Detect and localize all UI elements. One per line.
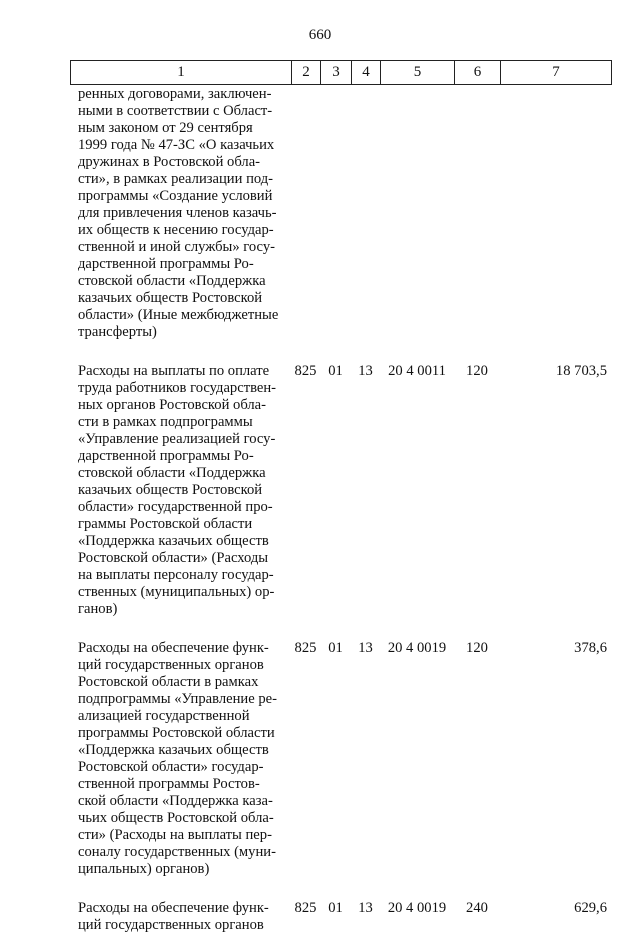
description-line: Расходы на обеспечение функ- — [78, 900, 269, 916]
description-line: ными в соответствии с Област- — [78, 103, 273, 119]
table-row — [70, 86, 611, 341]
description-line: области» (Иные межбюджетные — [78, 307, 279, 323]
description-line: «Управление реализацией госу- — [78, 431, 276, 447]
header-cell-1: 1 — [71, 61, 292, 85]
header-cell-5: 5 — [381, 61, 455, 85]
cell-amount: 378,6 — [574, 640, 607, 656]
description-line: сти в рамках подпрограммы — [78, 414, 253, 430]
description-line: стовской области «Поддержка — [78, 273, 266, 289]
description-line: труда работников государствен- — [78, 380, 277, 396]
description-line: подпрограммы «Управление ре- — [78, 691, 277, 707]
table-row — [70, 878, 611, 934]
description-line: Расходы на обеспечение функ- — [78, 640, 269, 656]
description-line: «Поддержка казачьих обществ — [78, 742, 269, 758]
cell-target-article: 20 4 0019 — [387, 640, 447, 656]
header-cell-2: 2 — [292, 61, 321, 85]
description-line: граммы Ростовской области — [78, 516, 253, 532]
description-line: ных органов Ростовской обла- — [78, 397, 267, 413]
cell-section: 01 — [328, 900, 343, 916]
description-line: сти», в рамках реализации под- — [78, 171, 274, 187]
header-cell-7: 7 — [501, 61, 612, 85]
cell-target-article — [380, 86, 454, 341]
description-line: чьих обществ Ростовской обла- — [78, 810, 274, 826]
description-line: для привлечения членов казачь- — [78, 205, 277, 221]
description-line: трансферты) — [78, 324, 157, 340]
description-line: Ростовской области» (Расходы — [78, 550, 269, 566]
description-line: казачьих обществ Ростовской — [78, 290, 263, 306]
cell-subsection — [351, 86, 380, 341]
description-line: ганов) — [78, 601, 118, 617]
cell-subsection: 13 — [358, 900, 373, 916]
description-line: программы Ростовской области — [78, 725, 275, 741]
row-description — [70, 618, 291, 878]
header-cell-4: 4 — [352, 61, 381, 85]
description-line: казачьих обществ Ростовской — [78, 482, 263, 498]
cell-section: 01 — [328, 363, 343, 379]
cell-target-article: 20 4 0019 — [387, 900, 447, 916]
description-line: ций государственных органов — [78, 657, 264, 673]
description-line: 1999 года № 47-ЗС «О казачьих — [78, 137, 275, 153]
description-line: ственных (муниципальных) ор- — [78, 584, 275, 600]
table-row — [70, 341, 611, 618]
table-header — [70, 60, 612, 85]
row-description — [70, 341, 291, 618]
header-cell-6: 6 — [455, 61, 501, 85]
cell-amount — [500, 86, 611, 341]
description-line: ализацией государственной — [78, 708, 250, 724]
table-row — [70, 618, 611, 878]
description-line: дарственной программы Ро- — [78, 448, 254, 464]
description-line: ственной и иной службы» госу- — [78, 239, 276, 255]
cell-expense-type — [454, 86, 500, 341]
description-line: на выплаты персоналу государ- — [78, 567, 274, 583]
description-line: соналу государственных (муни- — [78, 844, 276, 860]
description-line: программы «Создание условий — [78, 188, 273, 204]
cell-ministry — [291, 86, 320, 341]
cell-amount: 18 703,5 — [555, 363, 607, 379]
description-line: ской области «Поддержка каза- — [78, 793, 273, 809]
description-line: Расходы на выплаты по оплате — [78, 363, 270, 379]
description-line: ренных договорами, заключен- — [78, 86, 272, 102]
description-line: «Поддержка казачьих обществ — [78, 533, 269, 549]
cell-expense-type: 240 — [466, 900, 488, 916]
cell-ministry: 825 — [294, 900, 317, 916]
description-line: ственной программы Ростов- — [78, 776, 260, 792]
header-cell-3: 3 — [321, 61, 352, 85]
description-line: дружинах в Ростовской обла- — [78, 154, 261, 170]
cell-section — [320, 86, 351, 341]
cell-expense-type: 120 — [466, 363, 488, 379]
description-line: ций государственных органов — [78, 917, 264, 933]
description-line: Ростовской области» государ- — [78, 759, 264, 775]
cell-section: 01 — [328, 640, 343, 656]
table-body — [70, 86, 611, 934]
description-line: сти» (Расходы на выплаты пер- — [78, 827, 272, 843]
header-row — [71, 61, 612, 85]
description-line: стовской области «Поддержка — [78, 465, 266, 481]
cell-expense-type: 120 — [466, 640, 488, 656]
cell-ministry: 825 — [294, 640, 317, 656]
row-description — [70, 878, 291, 934]
cell-amount: 629,6 — [574, 900, 607, 916]
row-description — [70, 86, 291, 341]
description-line: дарственной программы Ро- — [78, 256, 254, 272]
description-line: Ростовской области в рамках — [78, 674, 259, 690]
cell-subsection: 13 — [358, 363, 373, 379]
description-line: ципальных) органов) — [78, 861, 210, 877]
description-line: их обществ к несению государ- — [78, 222, 274, 238]
budget-table — [70, 86, 611, 934]
cell-subsection: 13 — [358, 640, 373, 656]
cell-ministry: 825 — [294, 363, 317, 379]
page-number: 660 — [308, 27, 332, 43]
cell-target-article: 20 4 0011 — [388, 363, 446, 379]
description-line: ным законом от 29 сентября — [78, 120, 253, 136]
description-line: области» государственной про- — [78, 499, 273, 515]
